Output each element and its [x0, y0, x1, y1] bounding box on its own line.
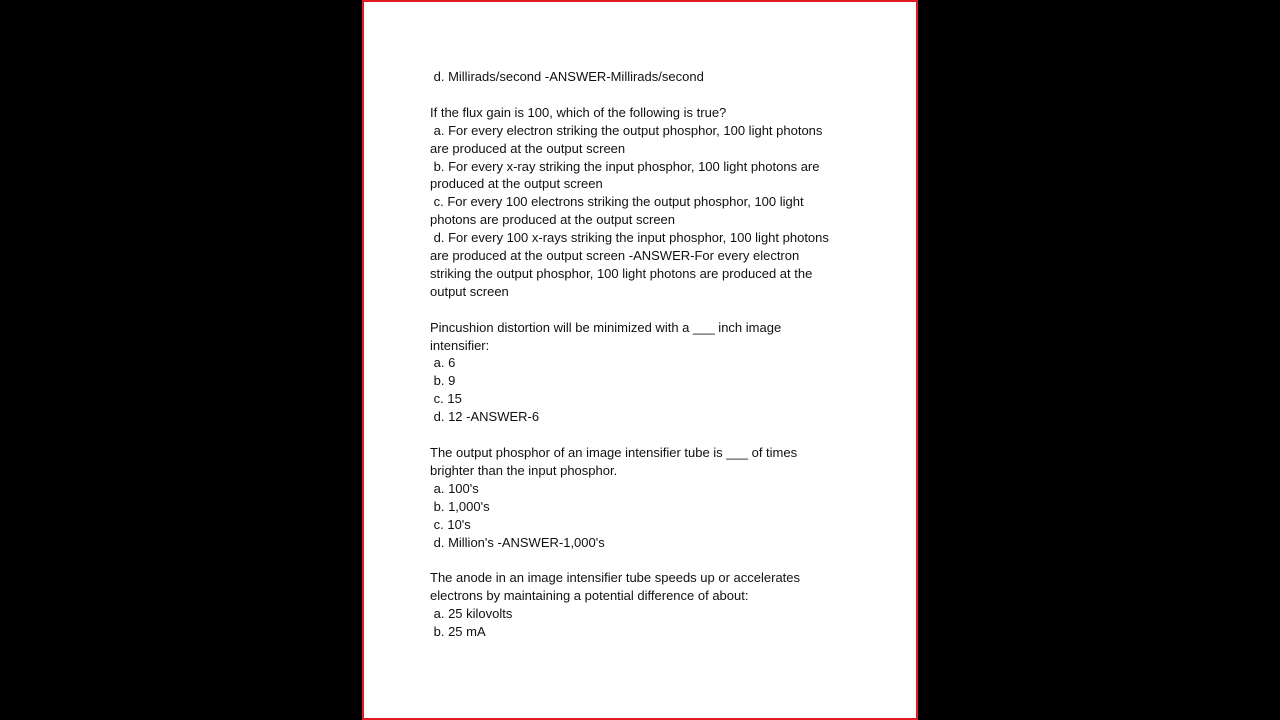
option-line: are produced at the output screen: [430, 140, 626, 156]
option-line: b. For every x-ray striking the input phosphor, 100 light photons are: [430, 158, 820, 174]
option-line: b. 9: [430, 373, 456, 389]
blank-line: [430, 426, 860, 444]
question-text: If the flux gain is 100, which of the following is true?: [430, 104, 727, 120]
option-line: b. 1,000's: [430, 498, 490, 514]
answer-line: output screen: [430, 283, 509, 299]
option-line: b. 25 mA: [430, 624, 486, 640]
question-text: intensifier:: [430, 337, 490, 353]
option-line: a. For every electron striking the output phosphor, 100 light photons: [430, 122, 823, 138]
option-line: a. 25 kilovolts: [430, 606, 513, 622]
option-line: c. 15: [430, 391, 462, 407]
option-line: c. For every 100 electrons striking the output phosphor, 100 light: [430, 194, 804, 210]
question-text: The output phosphor of an image intensifier tube is ___ of times: [430, 444, 798, 460]
text-line: d. Millirads/second -ANSWER-Millirads/second: [430, 69, 704, 84]
blank-line: [430, 551, 860, 569]
option-line: a. 6: [430, 355, 456, 371]
question-text: Pincushion distortion will be minimized with a ___ inch image: [430, 319, 782, 335]
option-line: produced at the output screen: [430, 176, 603, 192]
blank-line: [430, 301, 860, 319]
option-line: c. 10's: [430, 516, 471, 532]
option-line: a. 100's: [430, 480, 479, 496]
page-text: [430, 68, 860, 641]
option-line: d. 12 -ANSWER-6: [430, 409, 540, 425]
question-text: electrons by maintaining a potential difference of about:: [430, 588, 749, 604]
option-line: photons are produced at the output screen: [430, 212, 676, 228]
question-text: brighter than the input phosphor.: [430, 462, 618, 478]
option-line: are produced at the output screen -ANSWER-For every electron: [430, 248, 800, 264]
document-page: [362, 0, 918, 720]
blank-line: [430, 86, 860, 104]
question-text: The anode in an image intensifier tube speeds up or accelerates: [430, 570, 801, 586]
option-line: d. Million's -ANSWER-1,000's: [430, 534, 605, 550]
answer-line: striking the output phosphor, 100 light photons are produced at the: [430, 265, 813, 281]
option-line: d. For every 100 x-rays striking the input phosphor, 100 light photons: [430, 230, 829, 246]
